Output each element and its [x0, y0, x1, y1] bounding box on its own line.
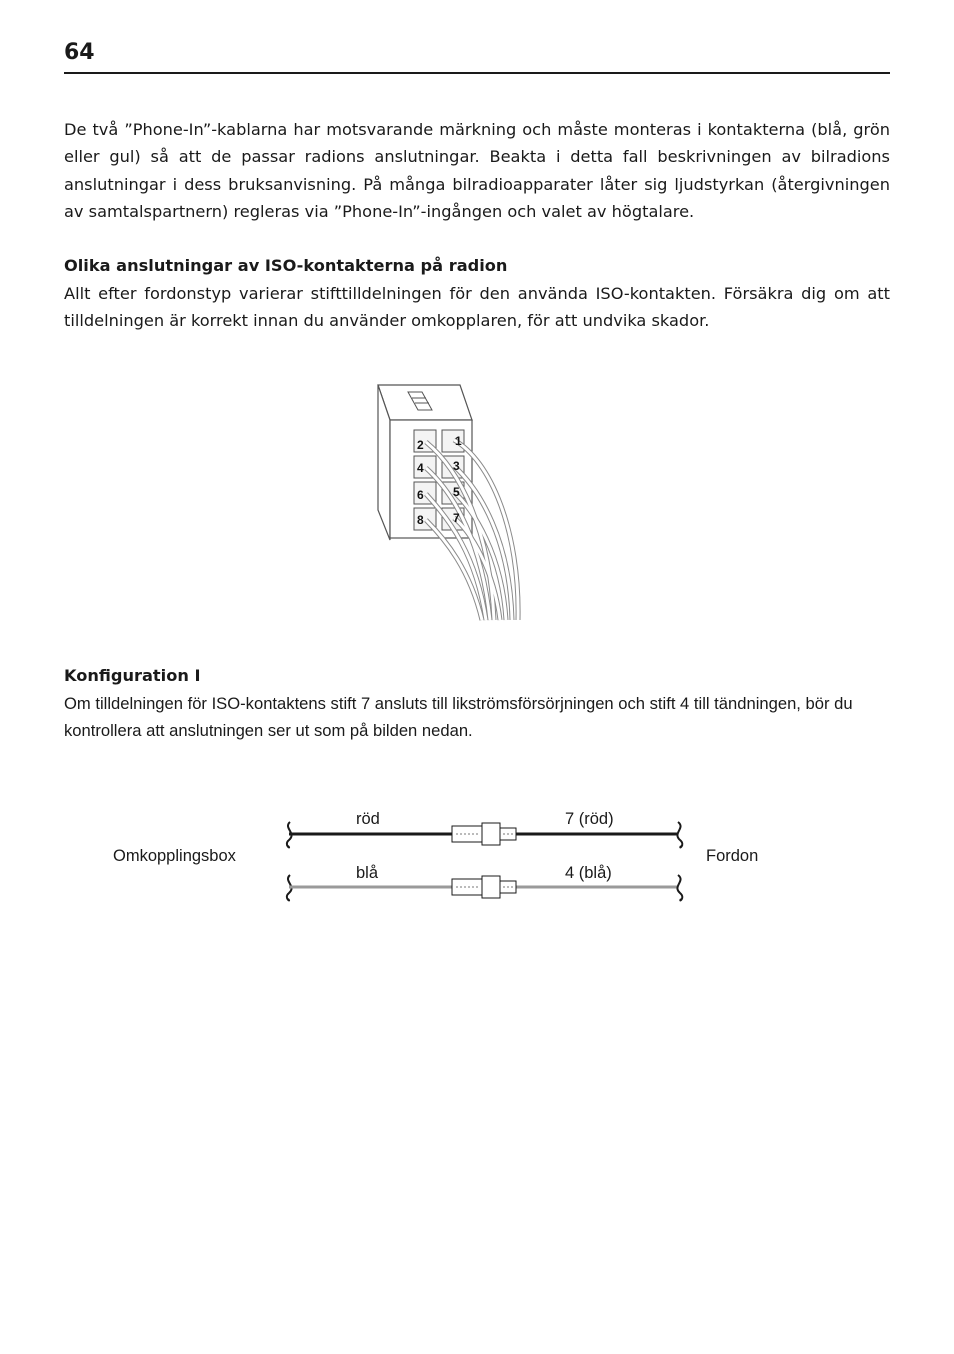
wire-red — [287, 822, 682, 847]
section-iso-heading: Olika anslutningar av ISO-kontakterna på radion — [64, 256, 508, 275]
vehicle-label: Fordon — [706, 847, 759, 865]
pin-label-2: 2 — [417, 438, 424, 452]
iso-connector-illustration — [370, 380, 540, 630]
pin-label-6: 6 — [417, 488, 424, 502]
wire-red-right-label: 7 (röd) — [565, 810, 614, 828]
switch-box-label: Omkopplingsbox — [113, 847, 236, 865]
wire-red-left-label: röd — [356, 810, 380, 828]
page-number: 64 — [64, 40, 95, 65]
pin-label-3: 3 — [453, 459, 460, 473]
pin-label-5: 5 — [453, 485, 460, 499]
section-iso-paragraph: Allt efter fordonstyp varierar stifttilldelningen för den använda ISO-kontakten. Försäkra dig om att tilldelningen är korrekt innan du använder omkopplaren, för att undvika skador. — [64, 284, 890, 331]
wire-blue-right-label: 4 (blå) — [565, 864, 612, 882]
header-rule — [64, 72, 890, 74]
wire-blue — [287, 875, 682, 900]
section-config-heading: Konfiguration I — [64, 666, 201, 685]
wire-blue-left-label: blå — [356, 864, 379, 882]
pin-label-4: 4 — [417, 461, 424, 475]
pin-label-8: 8 — [417, 513, 424, 527]
pin-label-1: 1 — [455, 434, 462, 448]
pin-label-7: 7 — [453, 511, 460, 525]
section-config-paragraph: Om tilldelningen för ISO-kontaktens stift 7 ansluts till likströmsförsörjningen och stift 4 till tändningen, bör du kontrollera att anslutningen ser ut som på bilden nedan. — [64, 694, 853, 741]
intro-paragraph: De två ”Phone-In”-kablarna har motsvarande märkning och måste monteras i kontakterna (blå, grön eller gul) så att de passar radions anslutningar. Beakta i detta fall beskrivningen av bilradions anslutningar i dess bruksanvisning. På många bilradioapparater låter sig ljudstyrkan (återgivningen av samtalspartnern) regleras via ”Phone-In”-ingången och valet av högtalare. — [64, 120, 890, 221]
